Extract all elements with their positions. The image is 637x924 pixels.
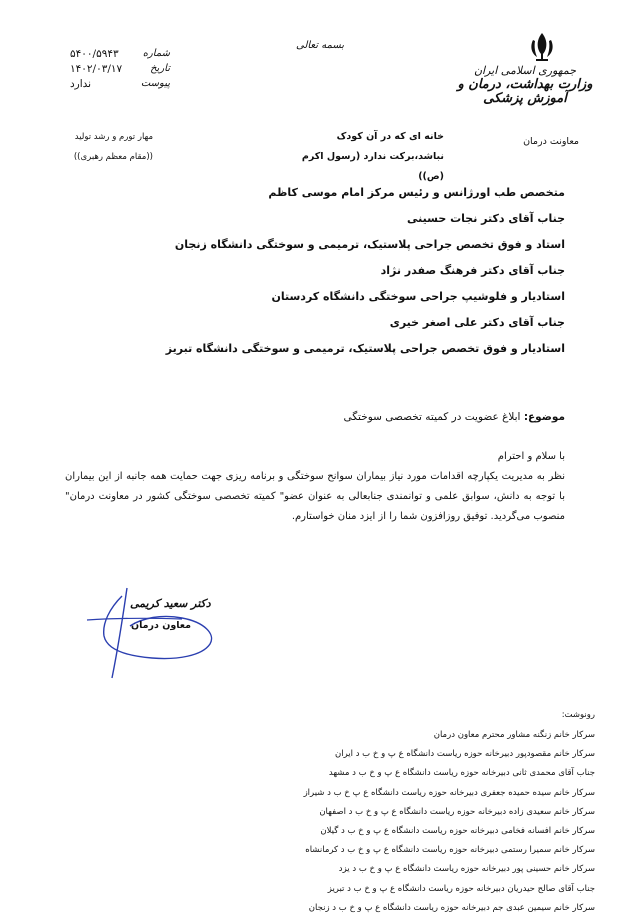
ministry-line-2: وزارت بهداشت، درمان و آموزش پزشکی bbox=[457, 77, 593, 106]
cc-item: جناب آقای محمدی ثانی دبیرخانه حوزه ریاست دانشگاه ع پ و خ ب د مشهد bbox=[328, 768, 595, 779]
recipient-line: جناب آقای دکتر فرهنگ صفدر نژاد bbox=[380, 264, 565, 277]
letter-meta bbox=[70, 48, 170, 93]
deputy-title: معاونت درمان bbox=[523, 136, 579, 147]
basmala: بسمه تعالی bbox=[296, 40, 345, 51]
hadith-quote: خانه ای که در آن کودک نباشد،برکت ندارد (رسول اکرم (ص)) bbox=[301, 131, 444, 182]
cc-item: جناب آقای صالح حیدریان دبیرخانه حوزه ریاست دانشگاه ع پ و خ ب د تبریز bbox=[327, 883, 595, 894]
number-value: ۵۴۰۰/۵۹۴۳ bbox=[70, 48, 119, 60]
cc-item: سرکار خانم افسانه فخامی دبیرخانه حوزه ریاست دانشگاه ع پ و خ ب د گیلان bbox=[320, 825, 595, 836]
recipient-line: استاد و فوق تخصص جراحی پلاستیک، ترمیمی و سوختگی دانشگاه زنجان bbox=[174, 238, 565, 251]
ministry-line-1: جمهوری اسلامی ایران bbox=[473, 64, 577, 77]
body-paragraph: نظر به مدیریت یکپارچه اقدامات مورد نیاز بیماران سوانح سوختگی و برنامه ریزی جهت حمایت همه جانبه از این بیماران با توجه به دانش، سوابق علمی و توانمندی جنابعالی به عنوان عضو" کمیته تخصصی سوختگی کشور در معاونت درمان" منصوب می‌گردید. توفیق روزافزون شما را از ایزد منان خواستارم. bbox=[65, 471, 565, 522]
cc-item: سرکار خانم سیمین عبدی جم دبیرخانه حوزه ریاست دانشگاه ع پ و خ ب د زنجان bbox=[308, 902, 595, 913]
slogan-line-2: ((مقام معظم رهبری)) bbox=[73, 152, 153, 162]
subject-line bbox=[344, 411, 566, 423]
number-label: شماره bbox=[142, 48, 170, 59]
subject-label: موضوع: bbox=[523, 411, 565, 423]
cc-title: رونوشت: bbox=[561, 710, 595, 720]
signature-scribble bbox=[82, 578, 217, 688]
cc-item: سرکار خانم مقصودپور دبیرخانه حوزه ریاست دانشگاه ع پ و خ ب د ایران bbox=[334, 749, 595, 760]
cc-item: سرکار خانم سمیرا رستمی دبیرخانه حوزه ریاست دانشگاه ع پ و خ ب د کرمانشاه bbox=[305, 845, 595, 856]
slogan-line-1: مهار تورم و رشد تولید bbox=[74, 132, 153, 142]
recipient-line: استادیار و فلوشیپ جراحی سوختگی دانشگاه کردستان bbox=[271, 290, 565, 303]
subject-text: ابلاغ عضویت در کمیته تخصصی سوختگی bbox=[343, 411, 524, 423]
recipient-line: متخصص طب اورژانس و رئیس مرکز امام موسی کاظم bbox=[268, 186, 565, 199]
recipient-line: جناب آقای دکتر علی اصغر خیری bbox=[389, 316, 565, 329]
recipients-block bbox=[145, 186, 565, 368]
emblem-icon bbox=[525, 30, 559, 64]
signer-role: معاون درمان bbox=[131, 620, 192, 631]
slogan bbox=[33, 127, 153, 167]
cc-item: سرکار خانم زنگنه مشاور محترم معاون درمان bbox=[433, 730, 595, 740]
attachment-value: ندارد bbox=[70, 78, 92, 90]
recipient-line: جناب آقای دکتر نجات حسینی bbox=[407, 212, 565, 225]
cc-item: سرکار خانم حسینی پور دبیرخانه حوزه ریاست دانشگاه ع پ و خ ب د یزد bbox=[338, 864, 595, 875]
letter-body bbox=[65, 447, 565, 527]
greeting: با سلام و احترام bbox=[497, 451, 565, 462]
ministry-name bbox=[455, 64, 595, 106]
attachment-label: پیوست bbox=[140, 78, 170, 89]
cc-item: سرکار خانم سیده حمیده جعفری دبیرخانه حوزه ریاست دانشگاه ع پ خ ب د شیراز bbox=[303, 787, 595, 798]
cc-item: سرکار خانم سعیدی زاده دبیرخانه حوزه ریاست دانشگاه ع پ و خ ب د اصفهان bbox=[319, 806, 595, 817]
signer-name: دکتر سعید کریمی bbox=[130, 597, 211, 610]
date-label: تاریخ bbox=[150, 63, 170, 74]
date-value: ۱۴۰۲/۰۳/۱۷ bbox=[70, 63, 123, 75]
recipient-line: استادیار و فوق تخصص جراحی پلاستیک، ترمیمی و سوختگی دانشگاه تبریز bbox=[165, 342, 565, 355]
cc-list bbox=[215, 710, 595, 922]
